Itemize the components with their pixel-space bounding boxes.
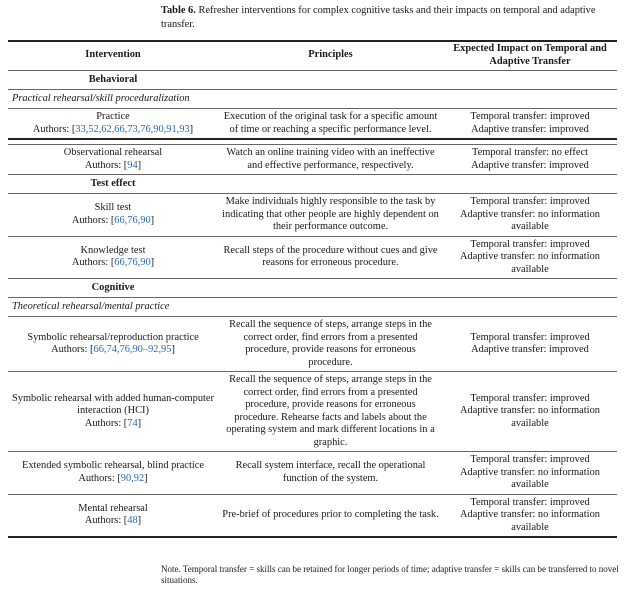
impact-adaptive: Adaptive transfer: no information available bbox=[460, 251, 600, 275]
authors-prefix: Authors: [ bbox=[84, 417, 128, 429]
authors bbox=[12, 473, 214, 486]
principles-cell: Pre-brief of procedures prior to completing the task. bbox=[218, 494, 443, 537]
authors bbox=[12, 257, 214, 270]
authors bbox=[12, 515, 214, 528]
authors bbox=[12, 344, 214, 357]
reference-link[interactable]: 48 bbox=[127, 515, 138, 527]
principles-cell: Execution of the original task for a specific amount of time or reaching a specific performance level. bbox=[218, 109, 443, 140]
principles-cell: Recall system interface, recall the operational function of the system. bbox=[218, 452, 443, 495]
authors-suffix: ] bbox=[137, 515, 142, 527]
authors bbox=[12, 418, 214, 431]
authors-suffix: ] bbox=[137, 417, 142, 429]
intervention-cell bbox=[8, 372, 218, 452]
impact-cell bbox=[443, 494, 617, 537]
intervention-name: Extended symbolic rehearsal, blind practice bbox=[21, 460, 205, 472]
principles-cell: Watch an online training video with an ineffective and effective performance, respectively. bbox=[218, 145, 443, 175]
authors bbox=[12, 215, 214, 228]
authors-suffix: ] bbox=[150, 257, 155, 269]
impact-adaptive: Adaptive transfer: no information available bbox=[460, 405, 600, 429]
subsection-label: Theoretical rehearsal/mental practice bbox=[8, 298, 617, 317]
table-note: Note. Temporal transfer = skills can be retained for longer periods of time; adaptive transfer = skills can be transferred to novel situations. bbox=[161, 564, 619, 585]
authors bbox=[12, 160, 214, 173]
section-cognitive bbox=[8, 279, 617, 298]
table-row bbox=[8, 145, 617, 175]
reference-link[interactable]: 33,52,62,66,73,76,90,91,93 bbox=[75, 123, 190, 135]
subsection-label: Practical rehearsal/skill proceduralization bbox=[8, 90, 617, 109]
intervention-cell bbox=[8, 494, 218, 537]
authors-prefix: Authors: [ bbox=[84, 159, 128, 171]
intervention-name: Knowledge test bbox=[80, 244, 146, 256]
impact-cell bbox=[443, 317, 617, 372]
header-intervention: Intervention bbox=[8, 41, 218, 71]
table-row bbox=[8, 109, 617, 140]
impact-cell bbox=[443, 372, 617, 452]
impact-cell bbox=[443, 109, 617, 140]
intervention-name: Symbolic rehearsal with added human-computer interaction (HCI) bbox=[12, 392, 214, 417]
intervention-name: Observational rehearsal bbox=[63, 147, 163, 158]
section-label: Test effect bbox=[8, 175, 218, 194]
authors bbox=[12, 124, 214, 137]
intervention-cell bbox=[8, 145, 218, 175]
section-behavioral bbox=[8, 71, 617, 90]
reference-link[interactable]: 94 bbox=[127, 159, 138, 171]
reference-link[interactable]: 66,74,76,90–92,95 bbox=[93, 344, 172, 355]
table-row bbox=[8, 317, 617, 372]
reference-link[interactable]: 66,76,90 bbox=[114, 214, 151, 226]
reference-link[interactable]: 66,76,90 bbox=[114, 257, 151, 269]
section-label: Behavioral bbox=[8, 71, 218, 90]
authors-suffix: ] bbox=[189, 123, 194, 135]
table-row bbox=[8, 194, 617, 237]
impact-temporal: Temporal transfer: improved bbox=[470, 111, 590, 122]
impact-adaptive: Adaptive transfer: no information available bbox=[460, 466, 600, 490]
impact-adaptive: Adaptive transfer: improved bbox=[471, 123, 589, 135]
impact-adaptive: Adaptive transfer: no information available bbox=[460, 208, 600, 232]
intervention-name: Mental rehearsal bbox=[78, 502, 148, 514]
impact-cell bbox=[443, 194, 617, 237]
section-test-effect bbox=[8, 175, 617, 194]
header-row bbox=[8, 41, 617, 71]
authors-suffix: ] bbox=[150, 214, 155, 226]
table-row bbox=[8, 452, 617, 495]
authors-prefix: Authors: [ bbox=[32, 123, 76, 135]
authors-prefix: Authors: [ bbox=[71, 214, 115, 226]
impact-temporal: Temporal transfer: improved bbox=[470, 454, 590, 465]
impact-temporal: Temporal transfer: improved bbox=[470, 496, 590, 508]
principles-cell: Make individuals highly responsible to the task by indicating that other people are highly dependent on their performance outcome. bbox=[218, 194, 443, 237]
authors-suffix: ] bbox=[144, 472, 148, 484]
authors-prefix: Authors: [ bbox=[51, 344, 94, 355]
impact-temporal: Temporal transfer: improved bbox=[470, 392, 590, 404]
intervention-name: Skill test bbox=[94, 202, 132, 214]
impact-cell bbox=[443, 145, 617, 175]
impact-adaptive: Adaptive transfer: improved bbox=[471, 159, 589, 171]
impact-temporal: Temporal transfer: improved bbox=[470, 196, 590, 207]
intervention-cell bbox=[8, 317, 218, 372]
table-row bbox=[8, 494, 617, 537]
reference-link[interactable]: 90,92 bbox=[120, 472, 145, 484]
authors-suffix: ] bbox=[171, 344, 175, 355]
intervention-cell bbox=[8, 452, 218, 495]
section-label: Cognitive bbox=[8, 279, 218, 298]
impact-adaptive: Adaptive transfer: improved bbox=[471, 344, 589, 355]
intervention-cell bbox=[8, 194, 218, 237]
caption-label: Table 6. bbox=[161, 5, 196, 16]
impact-temporal: Temporal transfer: improved bbox=[470, 331, 590, 343]
authors-prefix: Authors: [ bbox=[71, 257, 115, 269]
caption-text: Refresher interventions for complex cognitive tasks and their impacts on temporal and adaptive transfer. bbox=[161, 5, 596, 30]
table-caption bbox=[161, 4, 616, 32]
header-principles: Principles bbox=[218, 41, 443, 71]
authors-prefix: Authors: [ bbox=[84, 515, 128, 527]
subsection-practical bbox=[8, 90, 617, 109]
interventions-table bbox=[8, 41, 617, 538]
authors-prefix: Authors: [ bbox=[78, 472, 121, 484]
impact-cell bbox=[443, 236, 617, 279]
principles-cell: Recall the sequence of steps, arrange steps in the correct order, find errors from a presented procedure, provide reasons for erroneous procedure. Rehearse facts and labels about the operating system and mark different locations in a graphic. bbox=[218, 372, 443, 452]
header-impact: Expected Impact on Temporal and Adaptive Transfer bbox=[443, 41, 617, 71]
table-row bbox=[8, 236, 617, 279]
intervention-name: Practice bbox=[96, 111, 130, 122]
impact-temporal: Temporal transfer: improved bbox=[470, 238, 590, 250]
intervention-cell bbox=[8, 236, 218, 279]
subsection-theoretical bbox=[8, 298, 617, 317]
reference-link[interactable]: 74 bbox=[127, 417, 138, 429]
impact-adaptive: Adaptive transfer: no information available bbox=[460, 509, 600, 533]
principles-cell: Recall the sequence of steps, arrange steps in the correct order, find errors from a presented procedure, provide reasons for erroneous procedure. bbox=[218, 317, 443, 372]
principles-cell: Recall steps of the procedure without cues and give reasons for erroneous procedure. bbox=[218, 236, 443, 279]
intervention-cell bbox=[8, 109, 218, 140]
intervention-name: Symbolic rehearsal/reproduction practice bbox=[27, 331, 199, 343]
table-row bbox=[8, 372, 617, 452]
impact-temporal: Temporal transfer: no effect bbox=[472, 147, 588, 158]
impact-cell bbox=[443, 452, 617, 495]
authors-suffix: ] bbox=[137, 159, 142, 171]
